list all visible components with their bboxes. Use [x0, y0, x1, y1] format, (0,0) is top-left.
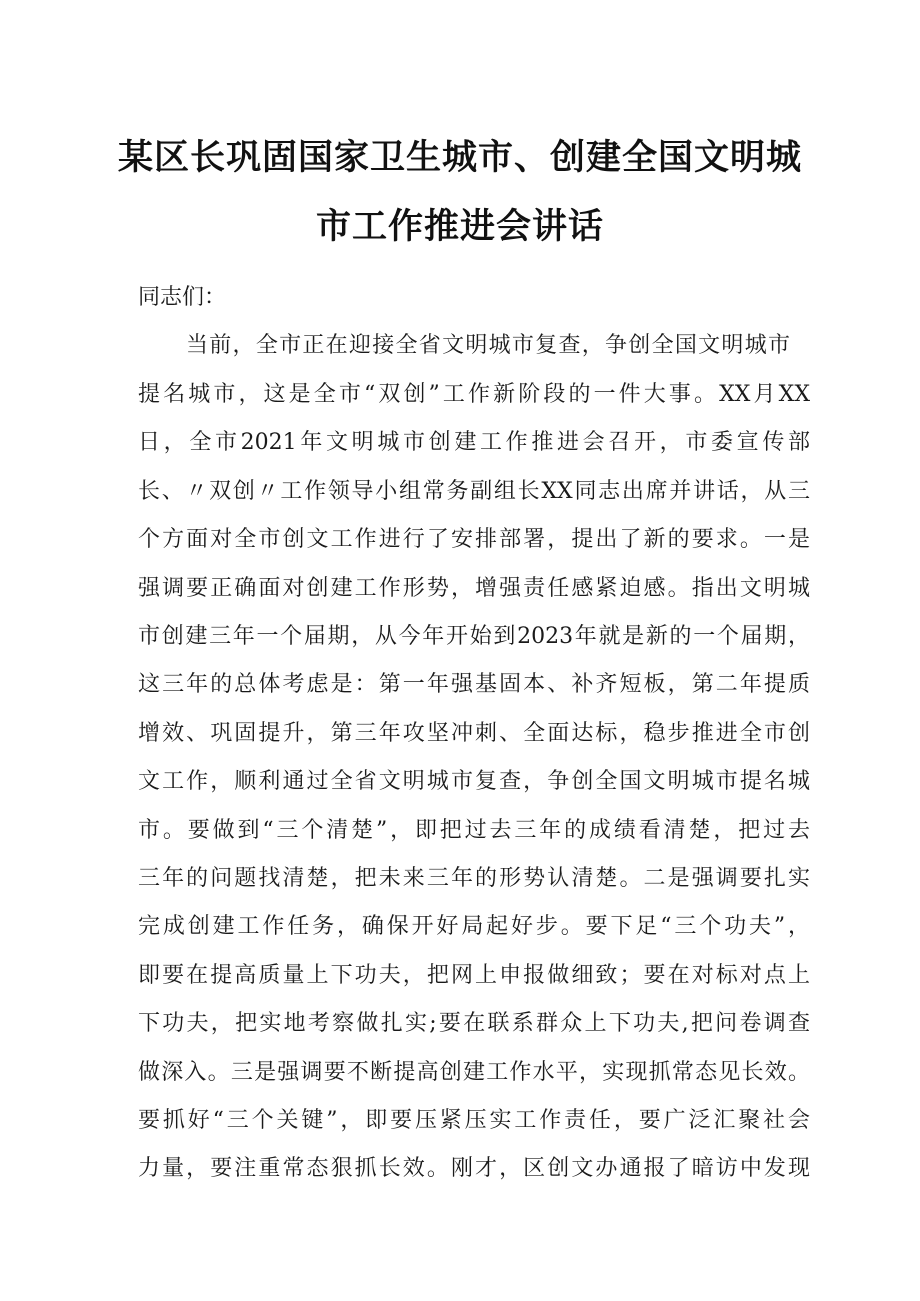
- body-line: 力量，要注重常态狠抓长效。刚才，区创文办通报了暗访中发现: [138, 1156, 810, 1181]
- salutation: 同志们：: [138, 285, 227, 310]
- body-line: 三年的问题找清楚，把未来三年的形势认清楚。二是强调要扎实: [138, 866, 810, 891]
- body-line: 提名城市，这是全市“双创”工作新阶段的一件大事。XX月XX: [138, 382, 810, 407]
- body-line: 长、〃双创〃工作领导小组常务副组长XX同志出席并讲话，从三: [138, 479, 810, 504]
- body-line: 下功夫，把实地考察做扎实;要在联系群众上下功夫,把问卷调查: [138, 1011, 810, 1036]
- body-line: 当前，全市正在迎接全省文明城市复查，争创全国文明城市: [186, 333, 790, 358]
- document-title-line-2: 市工作推进会讲话: [315, 207, 604, 247]
- body-line: 个方面对全市创文工作进行了安排部署，提出了新的要求。一是: [138, 527, 810, 552]
- body-line: 增效、巩固提升，第三年攻坚冲刺、全面达标，稳步推进全市创: [138, 721, 810, 746]
- body-line: 做深入。三是强调要不断提高创建工作水平，实现抓常态见长效。: [138, 1060, 810, 1085]
- document-title-line-1: 某区长巩固国家卫生城市、创建全国文明城: [117, 138, 802, 178]
- body-line: 这三年的总体考虑是：第一年强基固本、补齐短板，第二年提质: [138, 672, 810, 697]
- body-line: 要抓好“三个关键”，即要压紧压实工作责任，要广泛汇聚社会: [138, 1108, 810, 1133]
- body-line: 即要在提高质量上下功夫，把网上申报做细致；要在对标对点上: [138, 963, 810, 988]
- body-line: 市。要做到“三个清楚”，即把过去三年的成绩看清楚，把过去: [138, 818, 810, 843]
- body-line: 文工作，顺利通过全省文明城市复查，争创全国文明城市提名城: [138, 769, 810, 794]
- body-line: 完成创建工作任务，确保开好局起好步。要下足“三个功夫”，: [138, 914, 810, 939]
- body-line: 强调要正确面对创建工作形势，增强责任感紧迫感。指出文明城: [138, 576, 810, 601]
- body-line: 市创建三年一个届期，从今年开始到2023年就是新的一个届期，: [138, 624, 810, 649]
- body-line: 日，全市2021年文明城市创建工作推进会召开，市委宣传部: [138, 430, 810, 455]
